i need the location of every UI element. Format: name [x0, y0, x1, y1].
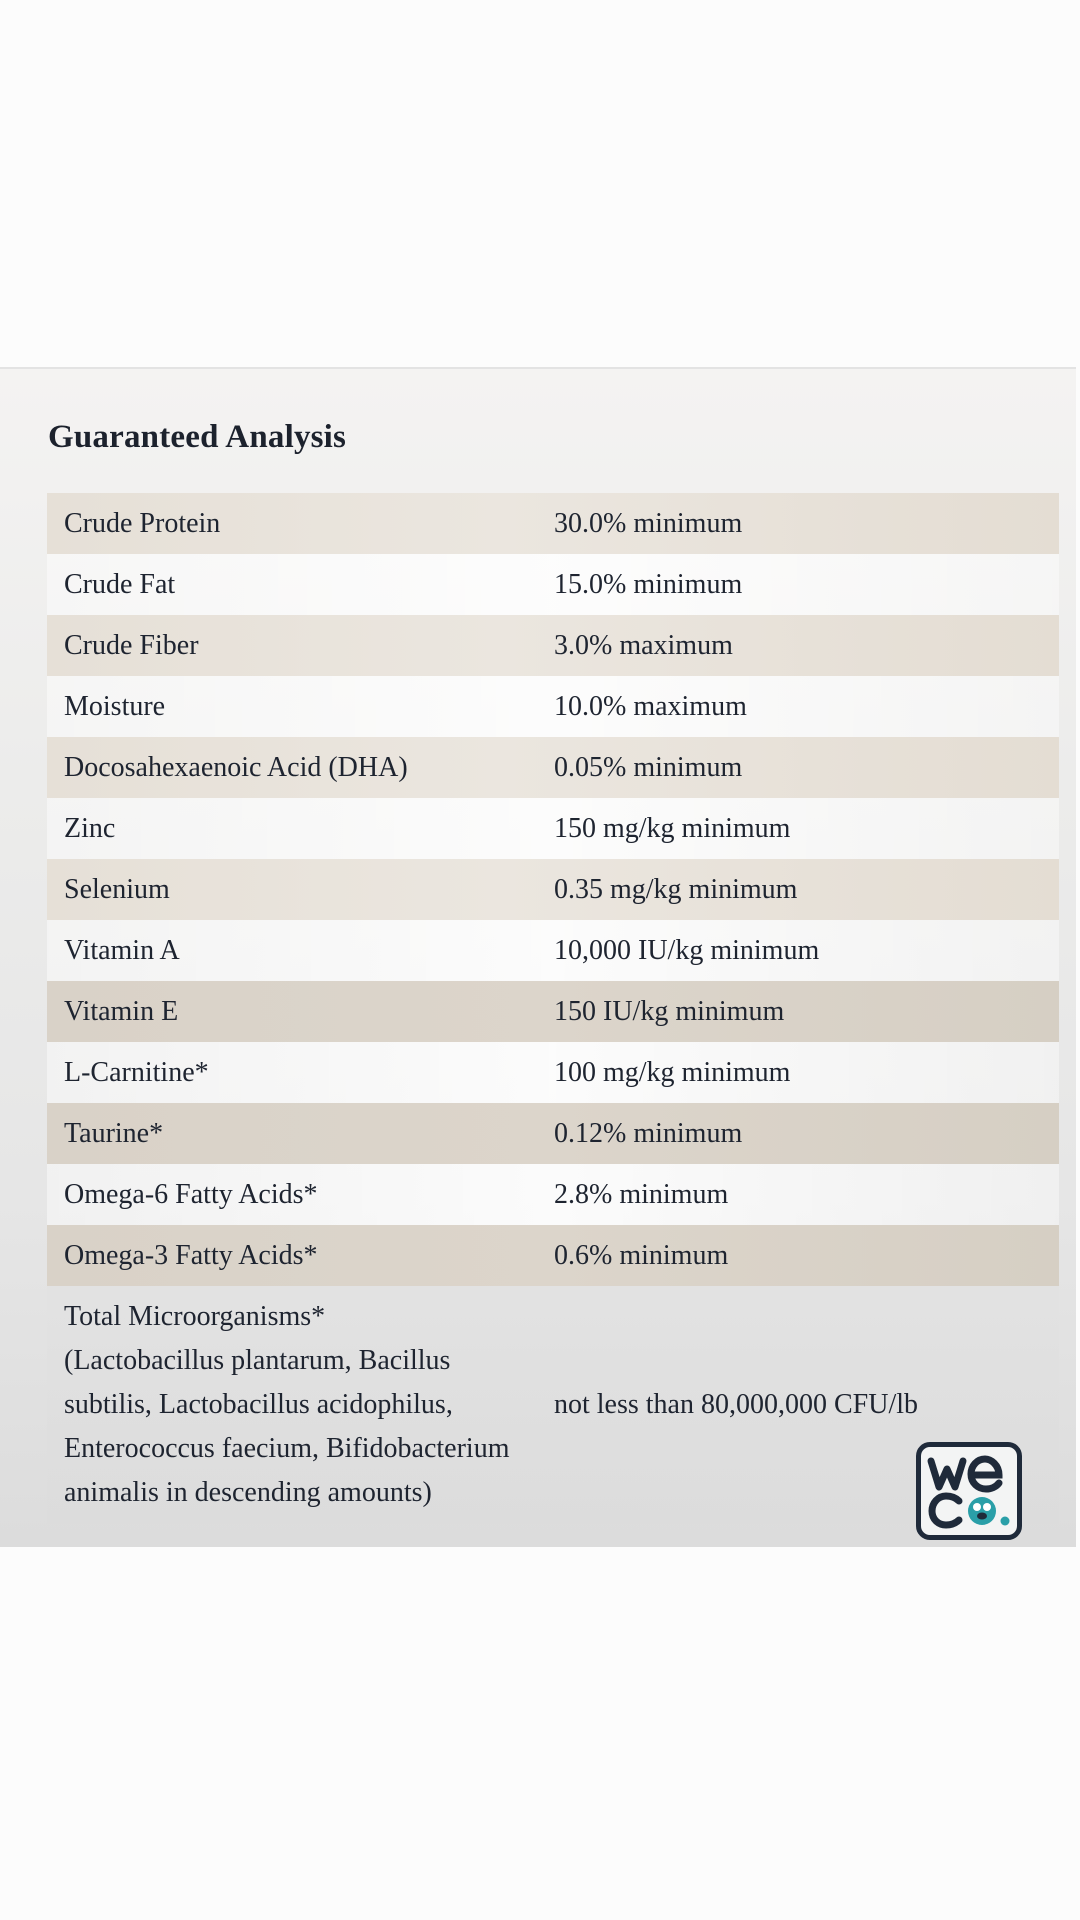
nutrient-value: not less than 80,000,000 CFU/lb	[554, 1389, 919, 1420]
table-row	[47, 920, 1059, 981]
nutrient-value: 100 mg/kg minimum	[554, 1056, 791, 1088]
table-row	[47, 1164, 1059, 1225]
nutrient-name: Omega-3 Fatty Acids*	[64, 1239, 318, 1271]
name-line: Total Microorganisms*	[64, 1301, 326, 1332]
guaranteed-analysis-panel	[0, 367, 1076, 1547]
table-row	[47, 615, 1059, 676]
table-row	[47, 493, 1059, 554]
weco-logo	[916, 1442, 1022, 1540]
weco-logo-mark	[921, 1447, 1017, 1535]
nutrient-value: 0.12% minimum	[554, 1117, 743, 1149]
nutrient-name: Crude Fiber	[64, 629, 199, 661]
table-row	[47, 737, 1059, 798]
name-line: (Lactobacillus plantarum, Bacillus	[64, 1345, 451, 1376]
nutrient-name: Docosahexaenoic Acid (DHA)	[64, 751, 408, 783]
name-line: Enterococcus faecium, Bifidobacterium	[64, 1433, 510, 1464]
table-row-microorganisms	[47, 1286, 1059, 1524]
nutrient-name: Taurine*	[64, 1117, 164, 1149]
nutrient-name: Selenium	[64, 873, 170, 905]
table-row	[47, 1042, 1059, 1103]
nutrient-value: 3.0% maximum	[554, 629, 733, 661]
nutrient-name: Omega-6 Fatty Acids*	[64, 1178, 318, 1210]
table-row	[47, 798, 1059, 859]
nutrient-name: L-Carnitine*	[64, 1056, 209, 1088]
nutrient-name: Vitamin A	[64, 934, 180, 966]
nutrient-name-multiline	[47, 1295, 554, 1515]
nutrient-name: Crude Protein	[64, 507, 221, 539]
table-row	[47, 1103, 1059, 1164]
table-row	[47, 859, 1059, 920]
nutrient-value: 10,000 IU/kg minimum	[554, 934, 820, 966]
nutrient-value: 0.05% minimum	[554, 751, 743, 783]
nutrient-value: 0.6% minimum	[554, 1239, 729, 1271]
analysis-table	[47, 493, 1059, 1524]
nutrient-name: Vitamin E	[64, 995, 179, 1027]
section-title: Guaranteed Analysis	[48, 419, 347, 455]
nutrient-value: 150 IU/kg minimum	[554, 995, 785, 1027]
nutrient-value: 10.0% maximum	[554, 690, 747, 722]
nutrient-name: Crude Fat	[64, 568, 176, 600]
nutrient-name: Zinc	[64, 812, 116, 844]
table-row	[47, 676, 1059, 737]
table-row	[47, 554, 1059, 615]
name-line: animalis in descending amounts)	[64, 1477, 432, 1508]
name-line: subtilis, Lactobacillus acidophilus,	[64, 1389, 453, 1420]
table-row	[47, 1225, 1059, 1286]
table-row	[47, 981, 1059, 1042]
nutrient-value: 150 mg/kg minimum	[554, 812, 791, 844]
nutrient-value: 2.8% minimum	[554, 1178, 729, 1210]
nutrient-name: Moisture	[64, 690, 166, 722]
nutrient-value: 30.0% minimum	[554, 507, 743, 539]
nutrient-value: 0.35 mg/kg minimum	[554, 873, 798, 905]
nutrient-value: 15.0% minimum	[554, 568, 743, 600]
